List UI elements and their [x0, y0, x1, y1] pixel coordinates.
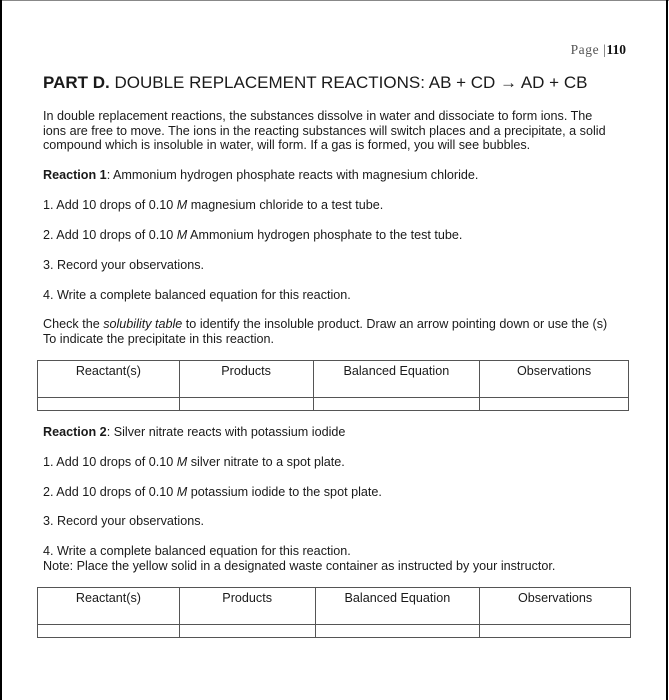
title-part-label: PART D. — [43, 73, 110, 92]
reaction2-heading — [43, 425, 633, 440]
page-label: Page | — [570, 42, 607, 57]
reaction2-step-2 — [43, 485, 633, 500]
step-text: potassium iodide to the spot plate. — [187, 485, 382, 499]
observations-header: Observations — [480, 361, 629, 398]
molarity-unit: M — [176, 228, 188, 242]
table-row — [38, 625, 631, 638]
reaction2-label: Reaction 2 — [43, 425, 107, 439]
page-left-edge — [0, 0, 2, 700]
step-text: 2. Add 10 drops of 0.10 — [43, 228, 177, 242]
check-line — [43, 317, 633, 332]
reaction2-step-3: 3. Record your observations. — [43, 514, 205, 528]
page-title — [43, 73, 587, 93]
title-text: DOUBLE REPLACEMENT REACTIONS: AB + CD → AD + CB — [109, 73, 588, 92]
reactants-cell[interactable] — [38, 398, 180, 411]
reaction1-check-instructions — [43, 317, 633, 346]
step-text: 2. Add 10 drops of 0.10 — [43, 485, 177, 499]
reaction1-step-1 — [43, 198, 633, 213]
reaction2-step-1 — [43, 455, 633, 470]
reactants-cell[interactable] — [38, 625, 180, 638]
reactants-header: Reactant(s) — [38, 361, 180, 398]
table-header-row — [38, 588, 631, 625]
reaction2-step-4: 4. Write a complete balanced equation for this reaction. — [43, 544, 351, 558]
intro-paragraph — [43, 109, 633, 153]
molarity-unit: M — [176, 455, 188, 469]
reaction1-table — [37, 360, 629, 411]
molarity-unit: M — [176, 198, 188, 212]
reaction1-label: Reaction 1 — [43, 168, 107, 182]
observations-cell[interactable] — [480, 625, 631, 638]
step-text: 1. Add 10 drops of 0.10 — [43, 198, 177, 212]
balanced-equation-cell[interactable] — [313, 398, 480, 411]
observations-header: Observations — [480, 588, 631, 625]
reaction2-description: : Silver nitrate reacts with potassium iodide — [106, 425, 346, 439]
reaction2-note: Note: Place the yellow solid in a designated waste container as instructed by your instructor. — [43, 558, 556, 573]
step-text: magnesium chloride to a test tube. — [187, 198, 384, 212]
observations-cell[interactable] — [480, 398, 629, 411]
reaction2-table — [37, 587, 631, 638]
reaction1-step-3: 3. Record your observations. — [43, 258, 205, 272]
products-header: Products — [179, 361, 313, 398]
page-number — [571, 42, 626, 58]
products-header: Products — [179, 588, 315, 625]
page-number-value: 110 — [606, 42, 626, 57]
products-cell[interactable] — [179, 398, 313, 411]
intro-line: ions are free to move. The ions in the reacting substances will switch places and a precipitate, a solid — [43, 123, 606, 138]
step-text: Ammonium hydrogen phosphate to the test tube. — [187, 228, 463, 242]
intro-line: compound which is insoluble in water, will form. If a gas is formed, you will see bubbles. — [43, 138, 531, 153]
reactants-header: Reactant(s) — [38, 588, 180, 625]
reaction2-step-4-and-note — [43, 544, 633, 573]
table-header-row — [38, 361, 629, 398]
intro-line: In double replacement reactions, the substances dissolve in water and dissociate to form ions. The — [43, 109, 593, 123]
balanced-equation-header: Balanced Equation — [315, 588, 480, 625]
solubility-table-reference: solubility table — [103, 317, 183, 331]
check-text: Check the — [43, 317, 104, 331]
page-top-edge — [0, 0, 669, 1]
table-row — [38, 398, 629, 411]
molarity-unit: M — [176, 485, 188, 499]
balanced-equation-header: Balanced Equation — [313, 361, 480, 398]
check-text: to identify the insoluble product. Draw an arrow pointing down or use the (s) — [182, 317, 608, 331]
step-text: 1. Add 10 drops of 0.10 — [43, 455, 177, 469]
step-text: silver nitrate to a spot plate. — [187, 455, 345, 469]
check-line: To indicate the precipitate in this reaction. — [43, 331, 275, 346]
page-right-edge — [666, 0, 668, 700]
reaction1-description: : Ammonium hydrogen phosphate reacts with magnesium chloride. — [106, 168, 479, 182]
reaction1-heading — [43, 168, 633, 183]
reaction1-step-2 — [43, 228, 633, 243]
products-cell[interactable] — [179, 625, 315, 638]
reaction1-step-4: 4. Write a complete balanced equation for this reaction. — [43, 288, 351, 302]
balanced-equation-cell[interactable] — [315, 625, 480, 638]
